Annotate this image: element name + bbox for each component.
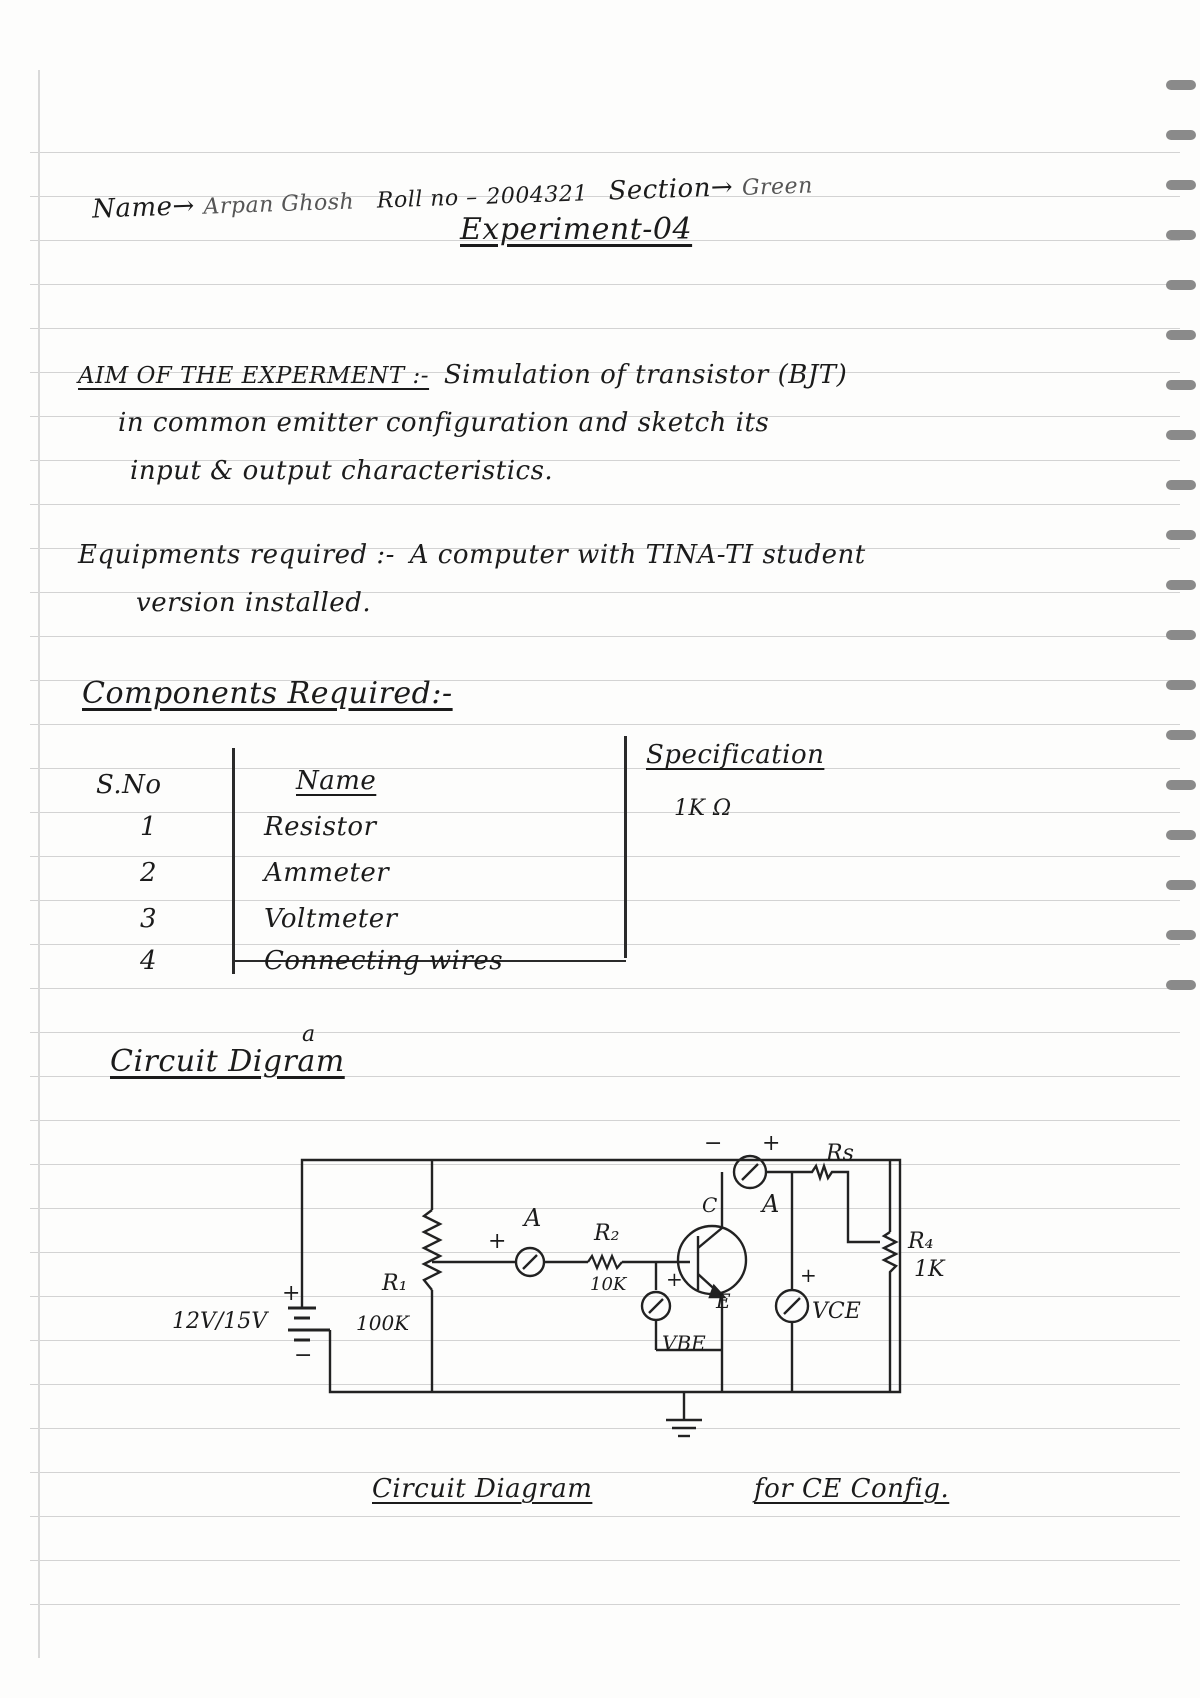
spiral-binding: [1160, 70, 1200, 1070]
base-ammeter-label: A: [524, 1204, 542, 1232]
r4-value: 1K: [914, 1257, 945, 1282]
aim-text-3: input & output characteristics.: [130, 456, 554, 486]
battery-symbol: [288, 1308, 330, 1340]
equipment-text-1: A computer with TINA-TI student: [409, 540, 866, 570]
name-label: Name→: [91, 191, 196, 225]
base-meter-plus: +: [488, 1229, 507, 1254]
r1-resistor: [424, 1210, 440, 1290]
rs-label: Rs: [826, 1141, 854, 1166]
row-1-sno: 1: [140, 812, 158, 842]
collector-ammeter-label: A: [762, 1190, 780, 1218]
circuit-wires: [302, 1156, 900, 1436]
row-4-name: Connecting wires: [264, 946, 504, 976]
row-2-sno: 2: [140, 858, 158, 888]
table-divider-1: [232, 748, 235, 974]
r2-value: 10K: [590, 1274, 627, 1295]
battery-minus: −: [294, 1343, 313, 1368]
r4-label: R₄: [908, 1229, 934, 1254]
experiment-title: Experiment-04: [460, 212, 693, 247]
table-divider-2: [624, 736, 627, 958]
equipment-line-1: [78, 540, 866, 570]
components-heading: Components Required:-: [82, 676, 453, 711]
aim-text-2: in common emitter configuration and sketch its: [118, 408, 770, 438]
vce-label: VCE: [812, 1299, 861, 1324]
row-3-name: Voltmeter: [264, 904, 398, 934]
caption-part-1: Circuit Diagram: [372, 1474, 593, 1504]
header-spec: Specification: [646, 740, 825, 770]
r1-value: 100K: [356, 1311, 410, 1335]
r1-label: R₁: [382, 1271, 408, 1296]
vce-plus: +: [800, 1263, 817, 1287]
header-line: [92, 169, 814, 224]
aim-text-1: Simulation of transistor (BJT): [443, 360, 848, 390]
row-2-name: Ammeter: [264, 858, 390, 888]
circuit-heading: Circuit Digram: [110, 1044, 345, 1079]
student-name: Arpan Ghosh: [203, 189, 355, 220]
equipment-text-2: version installed.: [136, 588, 372, 618]
equipment-label: Equipments required :-: [78, 540, 395, 570]
battery-plus: +: [282, 1281, 301, 1306]
row-3-sno: 3: [140, 904, 158, 934]
r2-resistor: [588, 1256, 622, 1268]
aim-label: AIM OF THE EXPERMENT :-: [78, 363, 430, 389]
header-sno: S.No: [96, 770, 162, 800]
collector-label: C: [702, 1193, 718, 1217]
collector-meter-plus: +: [762, 1131, 781, 1156]
row-4-sno: 4: [140, 946, 158, 976]
supply-label: 12V/15V: [172, 1309, 268, 1334]
vbe-label: VBE: [662, 1331, 706, 1355]
row-1-spec: 1K Ω: [674, 796, 732, 821]
ammeter-base: [516, 1248, 544, 1276]
row-1-name: Resistor: [264, 812, 377, 842]
roll-number: 2004321: [485, 181, 589, 210]
header-name: Name: [296, 766, 377, 796]
r2-label: R₂: [594, 1221, 620, 1246]
collector-meter-minus: −: [704, 1131, 723, 1156]
vbe-plus: +: [666, 1267, 683, 1291]
roll-label: Roll no –: [376, 185, 479, 214]
section-label: Section→: [608, 172, 734, 207]
section-value: Green: [741, 173, 814, 201]
aim-line-1: [78, 360, 847, 390]
circuit-diagram: [0, 1120, 1200, 1540]
caption-part-2: for CE Config.: [754, 1474, 950, 1504]
circuit-heading-insert: a: [302, 1022, 316, 1047]
emitter-label: E: [716, 1289, 731, 1313]
